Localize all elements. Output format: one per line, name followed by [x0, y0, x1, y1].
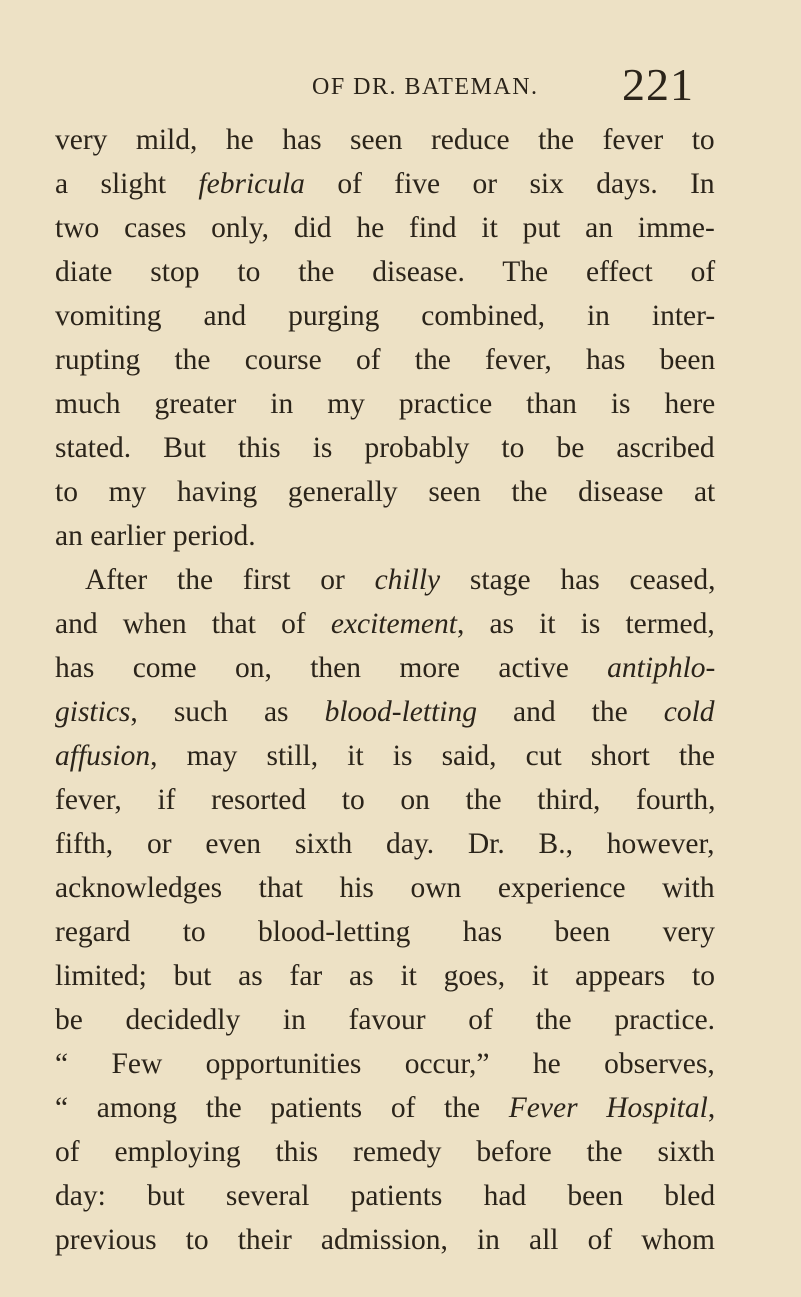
- text-line: [55, 954, 715, 998]
- text-line: [55, 822, 715, 866]
- italic-text: affusion: [55, 740, 151, 772]
- running-head: [0, 58, 801, 108]
- text-line: [55, 998, 715, 1042]
- italic-text: cold: [663, 696, 715, 728]
- text-run: stage has ceased,: [440, 564, 716, 596]
- text-run: rupting the course of the fever, has been: [55, 344, 716, 376]
- text-line: [55, 1218, 715, 1262]
- text-line: [55, 1130, 715, 1174]
- text-line: [55, 558, 715, 602]
- text-run: a slight: [55, 168, 199, 200]
- text-line: [55, 778, 715, 822]
- text-line: [55, 338, 715, 382]
- text-run: much greater in my practice than is here: [55, 388, 716, 420]
- text-line: [55, 690, 715, 734]
- text-run: “ Few opportunities occur,” he observes,: [55, 1048, 715, 1080]
- text-run: , may still, it is said, cut short the: [150, 740, 715, 772]
- text-run: previous to their admission, in all of whom: [55, 1224, 715, 1256]
- text-line: [55, 382, 715, 426]
- body-text: [55, 118, 715, 1262]
- text-run: to my having generally seen the disease at: [55, 476, 716, 508]
- text-run: of five or six days. In: [304, 168, 715, 200]
- italic-text: Fever Hospital: [508, 1092, 708, 1124]
- italic-text: antiphlo-: [607, 652, 716, 684]
- text-line: [55, 602, 715, 646]
- text-run: fifth, or even sixth day. Dr. B., however,: [55, 828, 715, 860]
- text-line: [55, 734, 715, 778]
- text-run: After the first or: [85, 564, 375, 596]
- text-line: [55, 1174, 715, 1218]
- text-run: and when that of: [55, 608, 331, 640]
- text-run: an earlier period.: [55, 520, 256, 552]
- text-line: [55, 646, 715, 690]
- text-run: very mild, he has seen reduce the fever to: [55, 124, 715, 156]
- text-run: ,: [707, 1092, 716, 1124]
- text-run: stated. But this is probably to be ascribed: [55, 432, 715, 464]
- text-line: [55, 910, 715, 954]
- text-run: day: but several patients had been bled: [55, 1180, 716, 1212]
- text-line: [55, 118, 715, 162]
- italic-text: excitement: [330, 608, 457, 640]
- text-line: [55, 1042, 715, 1086]
- text-line: [55, 866, 715, 910]
- text-line: [55, 514, 715, 558]
- text-run: and the: [476, 696, 664, 728]
- text-run: fever, if resorted to on the third, fourth,: [55, 784, 716, 816]
- text-line: [55, 162, 715, 206]
- text-run: diate stop to the disease. The effect of: [55, 256, 716, 288]
- page-number: 221: [622, 59, 694, 110]
- text-run: be decidedly in favour of the practice.: [55, 1004, 716, 1036]
- text-line: [55, 426, 715, 470]
- text-run: , such as: [130, 696, 325, 728]
- text-run: regard to blood-letting has been very: [55, 916, 715, 948]
- text-line: [55, 206, 715, 250]
- text-run: acknowledges that his own experience with: [55, 872, 715, 904]
- italic-text: gistics: [55, 696, 131, 728]
- text-line: [55, 470, 715, 514]
- italic-text: febricula: [198, 168, 305, 200]
- text-line: [55, 1086, 715, 1130]
- text-run: vomiting and purging combined, in inter-: [55, 300, 716, 332]
- text-run: “ among the patients of the: [55, 1092, 509, 1124]
- text-run: , as it is termed,: [456, 608, 715, 640]
- text-run: limited; but as far as it goes, it appears to: [55, 960, 715, 992]
- running-head-title: OF DR. BATEMAN.: [312, 74, 539, 100]
- italic-text: chilly: [374, 564, 441, 596]
- text-run: two cases only, did he find it put an imme-: [55, 212, 715, 244]
- italic-text: blood-letting: [324, 696, 477, 728]
- text-run: of employing this remedy before the sixth: [55, 1136, 715, 1168]
- text-line: [55, 294, 715, 338]
- text-line: [55, 250, 715, 294]
- text-run: has come on, then more active: [55, 652, 608, 684]
